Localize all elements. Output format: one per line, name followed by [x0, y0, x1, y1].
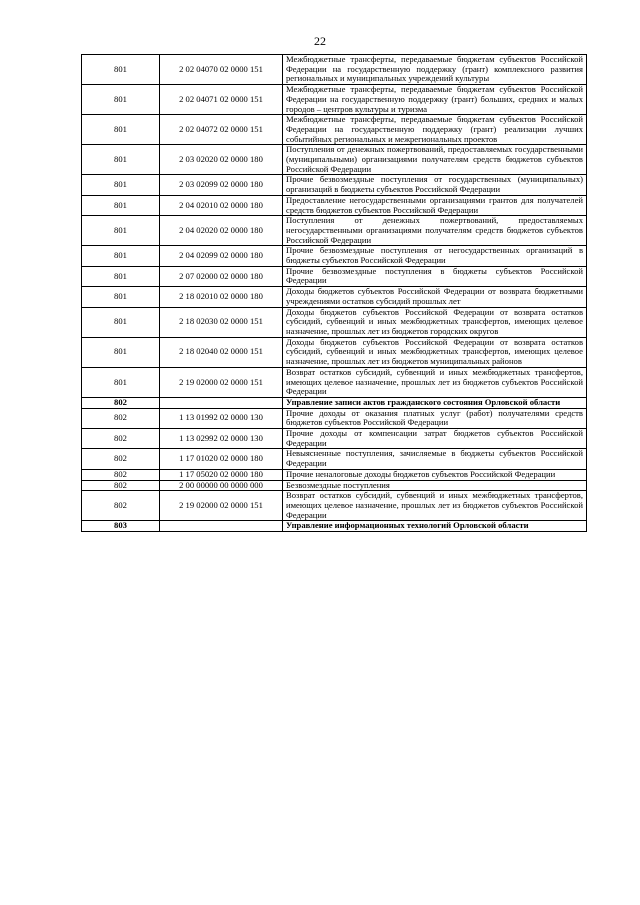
revenue-name-cell: Безвозмездные поступления	[283, 480, 587, 491]
revenue-name-cell: Прочие безвозмездные поступления в бюджеты субъектов Российской Федерации	[283, 266, 587, 286]
table-row	[82, 216, 587, 246]
table-row	[82, 55, 587, 85]
admin-code-cell: 801	[82, 337, 160, 367]
revenue-code-cell: 2 07 02000 02 0000 180	[160, 266, 283, 286]
revenue-code-cell: 2 02 04070 02 0000 151	[160, 55, 283, 85]
admin-code-cell: 802	[82, 397, 160, 408]
admin-code-cell: 802	[82, 449, 160, 469]
revenue-code-cell: 2 18 02040 02 0000 151	[160, 337, 283, 367]
revenue-name-cell: Межбюджетные трансферты, передаваемые бюджетам субъектов Российской Федерации на государственную поддержку (грант) больших, средних и малых городов – центров культуры и туризма	[283, 85, 587, 115]
table-row	[82, 521, 587, 532]
table-row	[82, 408, 587, 428]
table-row	[82, 246, 587, 266]
revenue-code-cell: 2 02 04072 02 0000 151	[160, 115, 283, 145]
admin-code-cell: 801	[82, 216, 160, 246]
revenue-code-cell: 2 04 02010 02 0000 180	[160, 195, 283, 215]
table-row	[82, 429, 587, 449]
page-number: 22	[314, 34, 326, 48]
table-row	[82, 307, 587, 337]
revenue-code-cell: 2 18 02010 02 0000 180	[160, 287, 283, 307]
revenue-name-cell: Возврат остатков субсидий, субвенций и иных межбюджетных трансфертов, имеющих целевое назначение, прошлых лет из бюджетов субъектов Российской Федерации	[283, 491, 587, 521]
revenue-name-cell: Доходы бюджетов субъектов Российской Федерации от возврата бюджетными учреждениями остатков субсидий прошлых лет	[283, 287, 587, 307]
revenue-name-cell: Межбюджетные трансферты, передаваемые бюджетам субъектов Российской Федерации на государственную поддержку (грант) реализации лучших событийных региональных и межрегиональных проектов	[283, 115, 587, 145]
revenue-name-cell: Прочие доходы от оказания платных услуг (работ) получателями средств бюджетов субъектов Российской Федерации	[283, 408, 587, 428]
admin-code-cell: 801	[82, 266, 160, 286]
revenue-code-cell: 2 19 02000 02 0000 151	[160, 491, 283, 521]
table-row	[82, 287, 587, 307]
admin-code-cell: 801	[82, 55, 160, 85]
revenue-name-cell: Прочие неналоговые доходы бюджетов субъектов Российской Федерации	[283, 469, 587, 480]
table-row	[82, 85, 587, 115]
revenue-code-cell	[160, 521, 283, 532]
table-row	[82, 397, 587, 408]
revenue-code-cell: 2 03 02020 02 0000 180	[160, 145, 283, 175]
admin-code-cell: 801	[82, 367, 160, 397]
admin-code-cell: 801	[82, 307, 160, 337]
table-row	[82, 367, 587, 397]
revenue-code-cell: 2 04 02099 02 0000 180	[160, 246, 283, 266]
table-row	[82, 115, 587, 145]
admin-code-cell: 801	[82, 175, 160, 195]
admin-code-cell: 802	[82, 480, 160, 491]
revenue-code-cell: 1 13 01992 02 0000 130	[160, 408, 283, 428]
revenue-name-cell: Предоставление негосударственными организациями грантов для получателей средств бюджетов субъектов Российской Федерации	[283, 195, 587, 215]
revenue-name-cell: Возврат остатков субсидий, субвенций и иных межбюджетных трансфертов, имеющих целевое назначение, прошлых лет из бюджетов субъектов Российской Федерации	[283, 367, 587, 397]
revenue-name-cell: Прочие безвозмездные поступления от негосударственных организаций в бюджеты субъектов Российской Федерации	[283, 246, 587, 266]
revenue-code-cell: 2 02 04071 02 0000 151	[160, 85, 283, 115]
admin-code-cell: 801	[82, 246, 160, 266]
revenue-codes-table	[81, 54, 587, 532]
admin-code-cell: 801	[82, 115, 160, 145]
revenue-name-cell: Невыясненные поступления, зачисляемые в бюджеты субъектов Российской Федерации	[283, 449, 587, 469]
table-row	[82, 266, 587, 286]
revenue-code-cell: 2 03 02099 02 0000 180	[160, 175, 283, 195]
admin-code-cell: 802	[82, 469, 160, 480]
revenue-code-cell: 2 04 02020 02 0000 180	[160, 216, 283, 246]
table-row	[82, 491, 587, 521]
table-row	[82, 480, 587, 491]
revenue-code-cell: 2 18 02030 02 0000 151	[160, 307, 283, 337]
admin-code-cell: 801	[82, 287, 160, 307]
table-body	[82, 55, 587, 532]
table-row	[82, 449, 587, 469]
revenue-name-cell: Поступления от денежных пожертвований, предоставляемых государственными (муниципальными) организациями получателям средств бюджетов субъектов Российской Федерации	[283, 145, 587, 175]
table-row	[82, 469, 587, 480]
table-row	[82, 195, 587, 215]
table-row	[82, 337, 587, 367]
admin-code-cell: 802	[82, 408, 160, 428]
revenue-code-cell: 1 17 01020 02 0000 180	[160, 449, 283, 469]
revenue-name-cell: Межбюджетные трансферты, передаваемые бюджетам субъектов Российской Федерации на государственную поддержку (грант) комплексного развития региональных и муниципальных учреждений культуры	[283, 55, 587, 85]
table-row	[82, 145, 587, 175]
admin-code-cell: 801	[82, 145, 160, 175]
revenue-code-cell	[160, 397, 283, 408]
admin-code-cell: 802	[82, 491, 160, 521]
revenue-name-cell: Управление информационных технологий Орловской области	[283, 521, 587, 532]
revenue-name-cell: Прочие безвозмездные поступления от государственных (муниципальных) организаций в бюджеты субъектов Российской Федерации	[283, 175, 587, 195]
revenue-name-cell: Доходы бюджетов субъектов Российской Федерации от возврата остатков субсидий, субвенций и иных межбюджетных трансфертов, имеющих целевое назначение, прошлых лет из бюджетов городских округов	[283, 307, 587, 337]
revenue-code-cell: 1 17 05020 02 0000 180	[160, 469, 283, 480]
admin-code-cell: 802	[82, 429, 160, 449]
table-row	[82, 175, 587, 195]
revenue-name-cell: Доходы бюджетов субъектов Российской Федерации от возврата остатков субсидий, субвенций и иных межбюджетных трансфертов, имеющих целевое назначение, прошлых лет из бюджетов муниципальных районов	[283, 337, 587, 367]
revenue-code-cell: 2 19 02000 02 0000 151	[160, 367, 283, 397]
admin-code-cell: 801	[82, 85, 160, 115]
revenue-code-cell: 1 13 02992 02 0000 130	[160, 429, 283, 449]
revenue-name-cell: Прочие доходы от компенсации затрат бюджетов субъектов Российской Федерации	[283, 429, 587, 449]
admin-code-cell: 803	[82, 521, 160, 532]
revenue-code-cell: 2 00 00000 00 0000 000	[160, 480, 283, 491]
revenue-name-cell: Управление записи актов гражданского состояния Орловской области	[283, 397, 587, 408]
revenue-name-cell: Поступления от денежных пожертвований, предоставляемых негосударственными организациями получателям средств бюджетов субъектов Российской Федерации	[283, 216, 587, 246]
admin-code-cell: 801	[82, 195, 160, 215]
